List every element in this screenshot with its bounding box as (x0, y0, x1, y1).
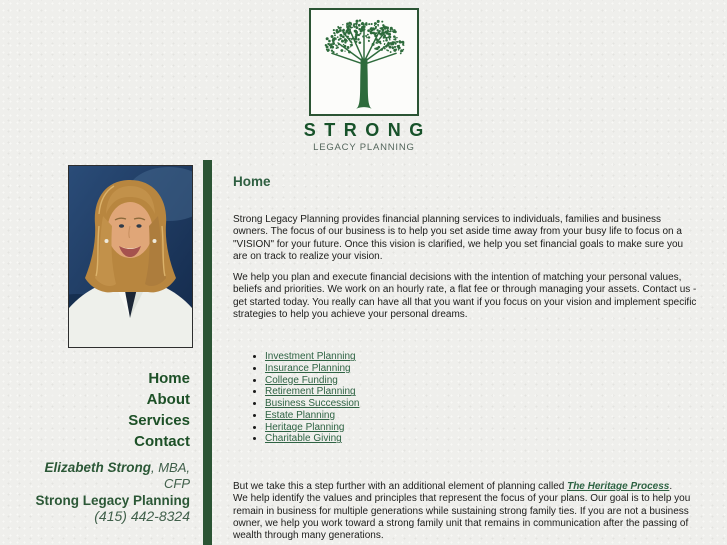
investment-planning-link[interactable]: Investment Planning (265, 351, 356, 363)
sidebar-item-home[interactable]: Home (148, 370, 190, 387)
person-credentials: , MBA, (150, 460, 190, 475)
sidebar (0, 160, 203, 545)
heritage-paragraph (233, 481, 697, 493)
main-content (212, 160, 727, 545)
person-company: Strong Legacy Planning (35, 493, 190, 509)
person-info (0, 459, 203, 524)
portrait-photo (68, 165, 193, 348)
heritage-process-link[interactable]: The Heritage Process (567, 481, 670, 492)
list-item (265, 433, 707, 445)
approach-paragraph: We help you plan and execute financial decisions with the intention of matching your personal values, beliefs and priorities. We work on an hourly rate, a flat fee or through managing your assets. Contact us - get started today. You really can have all that you want if you focus on your vision and implement specific strategies to help you achieve your personal dreams. (233, 272, 697, 321)
retirement-planning-link[interactable]: Retirement Planning (265, 386, 356, 398)
heritage-paragraph-suffix: . (669, 481, 673, 492)
heritage-paragraph-prefix: But we take this a step further with an additional element of planning called (233, 481, 568, 492)
person-name-line (0, 459, 190, 477)
sidebar-item-about[interactable]: About (146, 391, 190, 408)
intro-paragraph: Strong Legacy Planning provides financial planning services to individuals, families and business owners. The focus of our business is to help you set aside time away from your busy life to focus on a "VISION" for your future. Once this vision is clarified, we help you set financial goals to make sure you are on track to realize your vision. (233, 214, 684, 262)
page-title: Home (233, 174, 271, 189)
list-item (265, 386, 707, 398)
list-item (265, 410, 707, 422)
person-phone: (415) 442-8324 (94, 507, 190, 524)
heritage-planning-link[interactable]: Heritage Planning (265, 421, 345, 433)
sidebar-nav (0, 368, 203, 452)
list-item (265, 351, 707, 363)
charitable-giving-link[interactable]: Charitable Giving (265, 433, 342, 445)
logo-name: STRONG (303, 120, 432, 140)
services-list (233, 351, 707, 445)
college-funding-link[interactable]: College Funding (265, 374, 338, 386)
sidebar-item-services[interactable]: Services (128, 412, 190, 429)
list-item (265, 375, 707, 387)
list-item (265, 363, 707, 375)
sidebar-item-contact[interactable]: Contact (134, 433, 190, 450)
main-row (0, 160, 727, 545)
portrait-image (69, 166, 192, 347)
vertical-divider-bar (203, 160, 212, 545)
insurance-planning-link[interactable]: Insurance Planning (265, 363, 351, 375)
business-succession-link[interactable]: Business Succession (265, 398, 360, 410)
person-credentials-wrap: CFP (164, 475, 190, 491)
tree-logo-image (311, 10, 417, 114)
site-header (0, 0, 727, 160)
logo (309, 8, 419, 116)
list-item (265, 398, 707, 410)
person-name: Elizabeth Strong (44, 460, 151, 475)
logo-tagline: LEGACY PLANNING (313, 142, 415, 153)
list-item (265, 422, 707, 434)
estate-planning-link[interactable]: Estate Planning (265, 409, 336, 421)
values-paragraph: We help identify the values and principles that represent the focus of your plans. Our goal is to help you remain in business for multiple generations while sustaining strong family ties. If you are not a business owner, we help you work toward a strong family unit that remains in communication after the passing of wealth through many generations. (233, 493, 691, 542)
